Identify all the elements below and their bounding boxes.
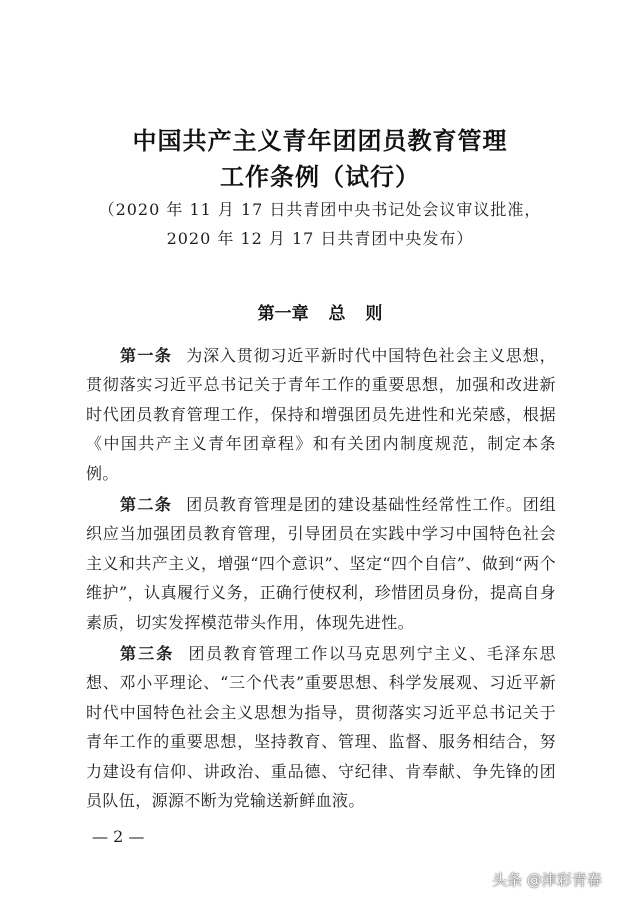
document-title-line-2: 工作条例（试行）	[220, 163, 420, 191]
article-2	[86, 490, 556, 637]
document-title-line-1: 中国共产主义青年团团员教育管理	[132, 127, 508, 155]
article-3-text: 团员教育管理工作以马克思列宁主义、毛泽东思想、邓小平理论、“三个代表”重要思想、科学发展观、习近平新时代中国特色社会主义思想为指导，贯彻落实习近平总书记关于青年工作的重要思想，坚持教育、管理、监督、服务相结合，努力建设有信仰、讲政治、重品德、守纪律、肯奉献、争先锋的团员队伍，源源不断为党输送新鲜血液。	[86, 644, 556, 811]
article-3-label: 第三条	[120, 644, 175, 663]
article-2-label: 第二条	[120, 495, 173, 514]
article-1-text: 为深入贯彻习近平新时代中国特色社会主义思想，贯彻落实习近平总书记关于青年工作的重要思想，加强和改进新时代团员教育管理工作，保持和增强团员先进性和光荣感，根据《中国共产主义青年团章程》和有关团内制度规范，制定本条例。	[86, 346, 556, 483]
source-watermark: 头条 @津彩青春	[492, 871, 602, 889]
article-1	[86, 341, 556, 488]
article-3	[86, 639, 556, 815]
page-number: — 2 —	[92, 827, 145, 846]
approval-note-line-1: （2020 年 11 月 17 日共青团中央书记处会议审议批准，	[98, 200, 542, 219]
article-2-text: 团员教育管理是团的建设基础性经常性工作。团组织应当加强团员教育管理，引导团员在实践中学习中国特色社会主义和共产主义，增强“四个意识”、坚定“四个自信”、做到“两个维护”，认真履行义务，正确行使权利，珍惜团员身份，提高自身素质，切实发挥模范带头作用，体现先进性。	[86, 495, 556, 632]
approval-note-line-2: 2020 年 12 月 17 日共青团中央发布）	[166, 229, 474, 248]
article-1-label: 第一条	[120, 346, 173, 365]
chapter-heading: 第一章 总 则	[257, 304, 383, 324]
